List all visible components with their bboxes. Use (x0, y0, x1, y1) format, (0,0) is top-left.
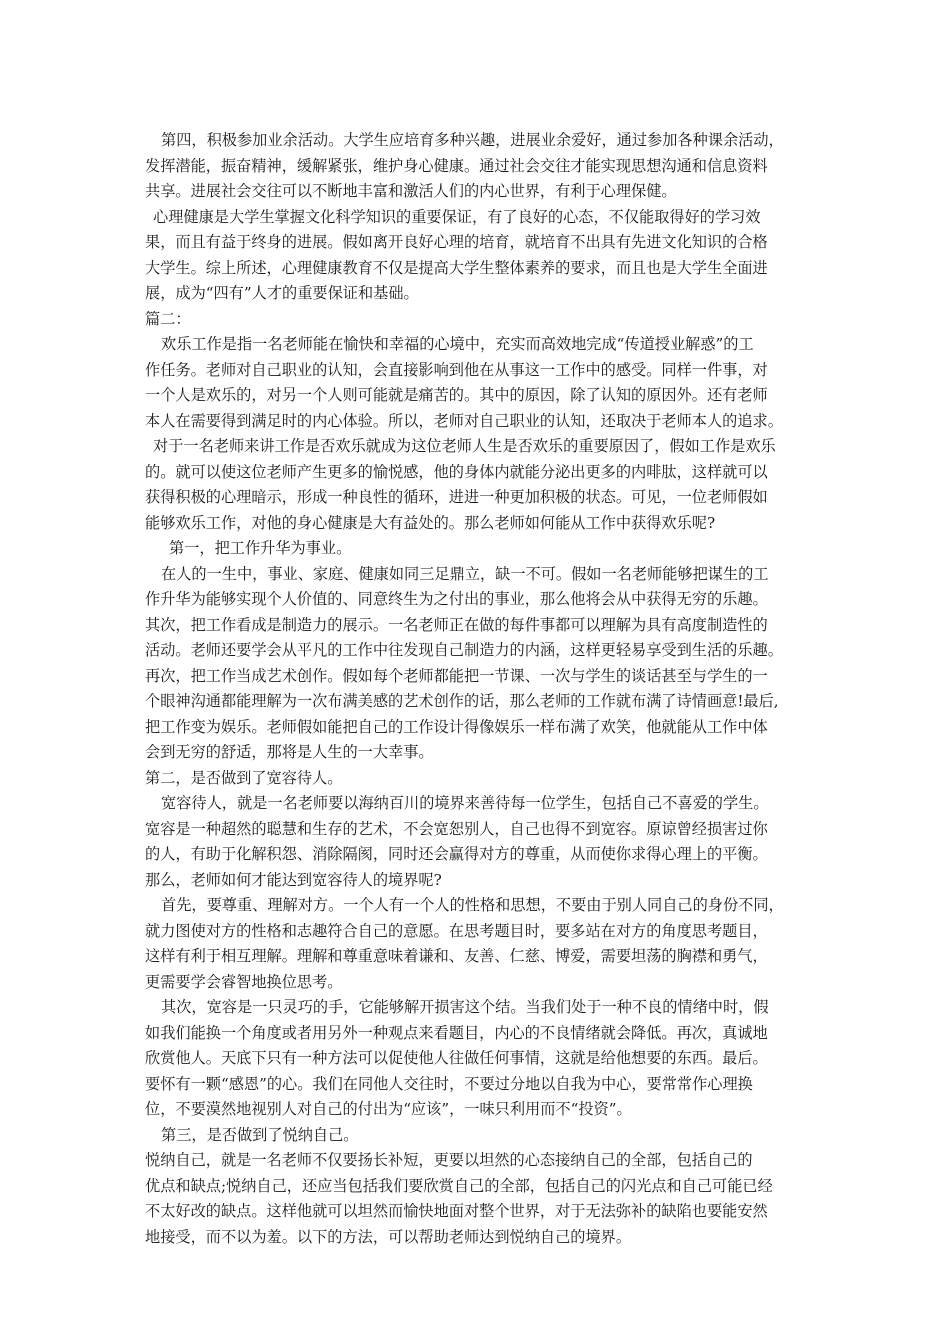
text-line: 能够欢乐工作，对他的身心健康是大有益处的。那么老师如何能从工作中获得欢乐呢? (145, 513, 716, 532)
text-line: 其次，把工作看成是制造力的展示。一名老师正在做的每件事都可以理解为具有高度制造性的 (145, 615, 768, 634)
text-line: 获得积极的心理暗示，形成一种良性的循环，进进一种更加积极的状态。可见，一位老师假如 (145, 488, 768, 506)
text-line: 把工作变为娱乐。老师假如能把自己的工作设计得像娱乐一样布满了欢笑，他就能从工作中体 (145, 717, 768, 736)
text-line: 欣赏他人。天底下只有一种方法可以促使他人往做任何事情，这就是给他想要的东西。最后。 (145, 1049, 768, 1067)
paragraph (145, 128, 813, 205)
paragraph (145, 766, 813, 792)
text-line: 篇二： (145, 309, 191, 328)
text-line: 会到无穷的舒适，那将是人生的一大幸事。 (145, 743, 434, 761)
text-line: 其次，宽容是一只灵巧的手，它能够解开损害这个结。当我们处于一种不良的情绪中时，假 (161, 998, 769, 1016)
text-line: 共享。进展社会交往可以不断地丰富和激活人们的内心世界，有利于心理保健。 (145, 182, 677, 200)
text-line: 果，而且有益于终身的进展。假如离开良好心理的培育，就培育不出具有先进文化知识的合格 (145, 233, 768, 251)
text-line: 作升华为能够实现个人价值的、同意终生为之付出的事业，那么他将会从中获得无穷的乐趣。 (145, 590, 768, 608)
text-line: 个眼神沟通都能理解为一次布满美感的艺术创作的话，那么老师的工作就布满了诗情画意!最后, (145, 692, 779, 710)
text-line: 第四，积极参加业余活动。大学生应培育多种兴趣，进展业余爱好，通过参加各种课余活动， (161, 131, 784, 149)
text-line: 一个人是欢乐的，对另一个人则可能就是痛苦的。其中的原因，除了认知的原因外。还有老师 (145, 386, 768, 404)
paragraph (145, 434, 813, 536)
text-line: 发挥潜能，振奋精神，缓解紧张，维护身心健康。通过社会交往才能实现思想沟通和信息资料 (145, 156, 768, 175)
text-line: 欢乐工作是指一名老师能在愉快和幸福的心境中，充实而高效地完成“传道授业解惑”的工 (161, 335, 754, 353)
text-line: 作任务。老师对自己职业的认知，会直接影响到他在从事这一工作中的感受。同样一件事，对 (145, 360, 768, 379)
text-line: 宽容待人，就是一名老师要以海纳百川的境界来善待每一位学生，包括自己不喜爱的学生。 (161, 794, 769, 812)
text-line: 那么，老师如何才能达到宽容待人的境界呢? (145, 870, 442, 889)
text-line: 本人在需要得到满足时的内心体验。所以，老师对自己职业的认知，还取决于老师本人的追求。 (145, 411, 783, 430)
text-line: 第三，是否做到了悦纳自己。 (161, 1125, 359, 1144)
text-line: 要怀有一颗“感恩”的心。我们在同他人交往时，不要过分地以自我为中心，要常常作心理换 (145, 1074, 753, 1093)
text-line: 地接受，而不以为羞。以下的方法，可以帮助老师达到悦纳自己的境界。 (145, 1227, 631, 1246)
paragraph (145, 536, 813, 562)
text-line: 悦纳自己，就是一名老师不仅要扬长补短，更要以坦然的心态接纳自己的全部，包括自己的 (145, 1151, 753, 1169)
text-line: 第一，把工作升华为事业。 (169, 539, 352, 557)
document-page (145, 128, 813, 1250)
paragraph (145, 562, 813, 766)
text-line: 在人的一生中，事业、家庭、健康如同三足鼎立，缺一不可。假如一名老师能够把谋生的工 (161, 564, 769, 583)
text-line: 对于一名老师来讲工作是否欢乐就成为这位老师人生是否欢乐的重要原因了，假如工作是欢乐 (153, 437, 776, 455)
text-line: 大学生。综上所述，心理健康教育不仅是提高大学生整体素养的要求，而且也是大学生全面进 (145, 258, 768, 277)
text-line: 的。就可以使这位老师产生更多的愉悦感，他的身体内就能分泌出更多的内啡肽，这样就可以 (145, 462, 768, 481)
text-line: 第二，是否做到了宽容待人。 (145, 768, 343, 787)
text-line: 如我们能换一个角度或者用另外一种观点来看题目，内心的不良情绪就会降低。再次，真诚地 (145, 1023, 768, 1042)
paragraph (145, 1123, 813, 1149)
paragraph (145, 893, 813, 995)
text-line: 展，成为“四有”人才的重要保证和基础。 (145, 284, 419, 302)
paragraph (145, 332, 813, 434)
paragraph (145, 791, 813, 893)
paragraph (145, 995, 813, 1123)
text-line: 就力图使对方的性格和志趣符合自己的意愿。在思考题目时，要多站在对方的角度思考题目， (145, 921, 768, 940)
text-line: 位，不要漠然地视别人对自己的付出为“应该”，一味只利用而不“投资”。 (145, 1100, 632, 1118)
section-heading (145, 307, 813, 333)
text-line: 不太好改的缺点。这样他就可以坦然而愉快地面对整个世界，对于无法弥补的缺陷也要能安然 (145, 1202, 768, 1220)
text-line: 首先，要尊重、理解对方。一个人有一个人的性格和思想，不要由于别人同自己的身份不同， (161, 896, 784, 914)
paragraph (145, 205, 813, 307)
text-line: 宽容是一种超然的聪慧和生存的艺术，不会宽恕别人，自己也得不到宽容。原谅曾经损害过你 (145, 819, 768, 838)
text-line: 优点和缺点;悦纳自己，还应当包括我们要欣赏自己的全部，包括自己的闪光点和自己可能已经 (145, 1176, 773, 1195)
text-line: 这样有利于相互理解。理解和尊重意味着谦和、友善、仁慈、博爱，需要坦荡的胸襟和勇气， (145, 947, 768, 965)
text-line: 再次，把工作当成艺术创作。假如每个老师都能把一节课、一次与学生的谈话甚至与学生的一 (145, 666, 768, 685)
text-line: 心理健康是大学生掌握文化科学知识的重要保证，有了良好的心态，不仅能取得好的学习效 (153, 207, 761, 226)
paragraph (145, 1148, 813, 1250)
text-line: 的人，有助于化解积怨、消除隔阂，同时还会赢得对方的尊重，从而使你求得心理上的平衡。 (145, 845, 768, 863)
text-line: 更需要学会睿智地换位思考。 (145, 972, 343, 991)
text-line: 活动。老师还要学会从平凡的工作中往发现自己制造力的内涵，这样更轻易享受到生活的乐趣。 (145, 641, 783, 659)
